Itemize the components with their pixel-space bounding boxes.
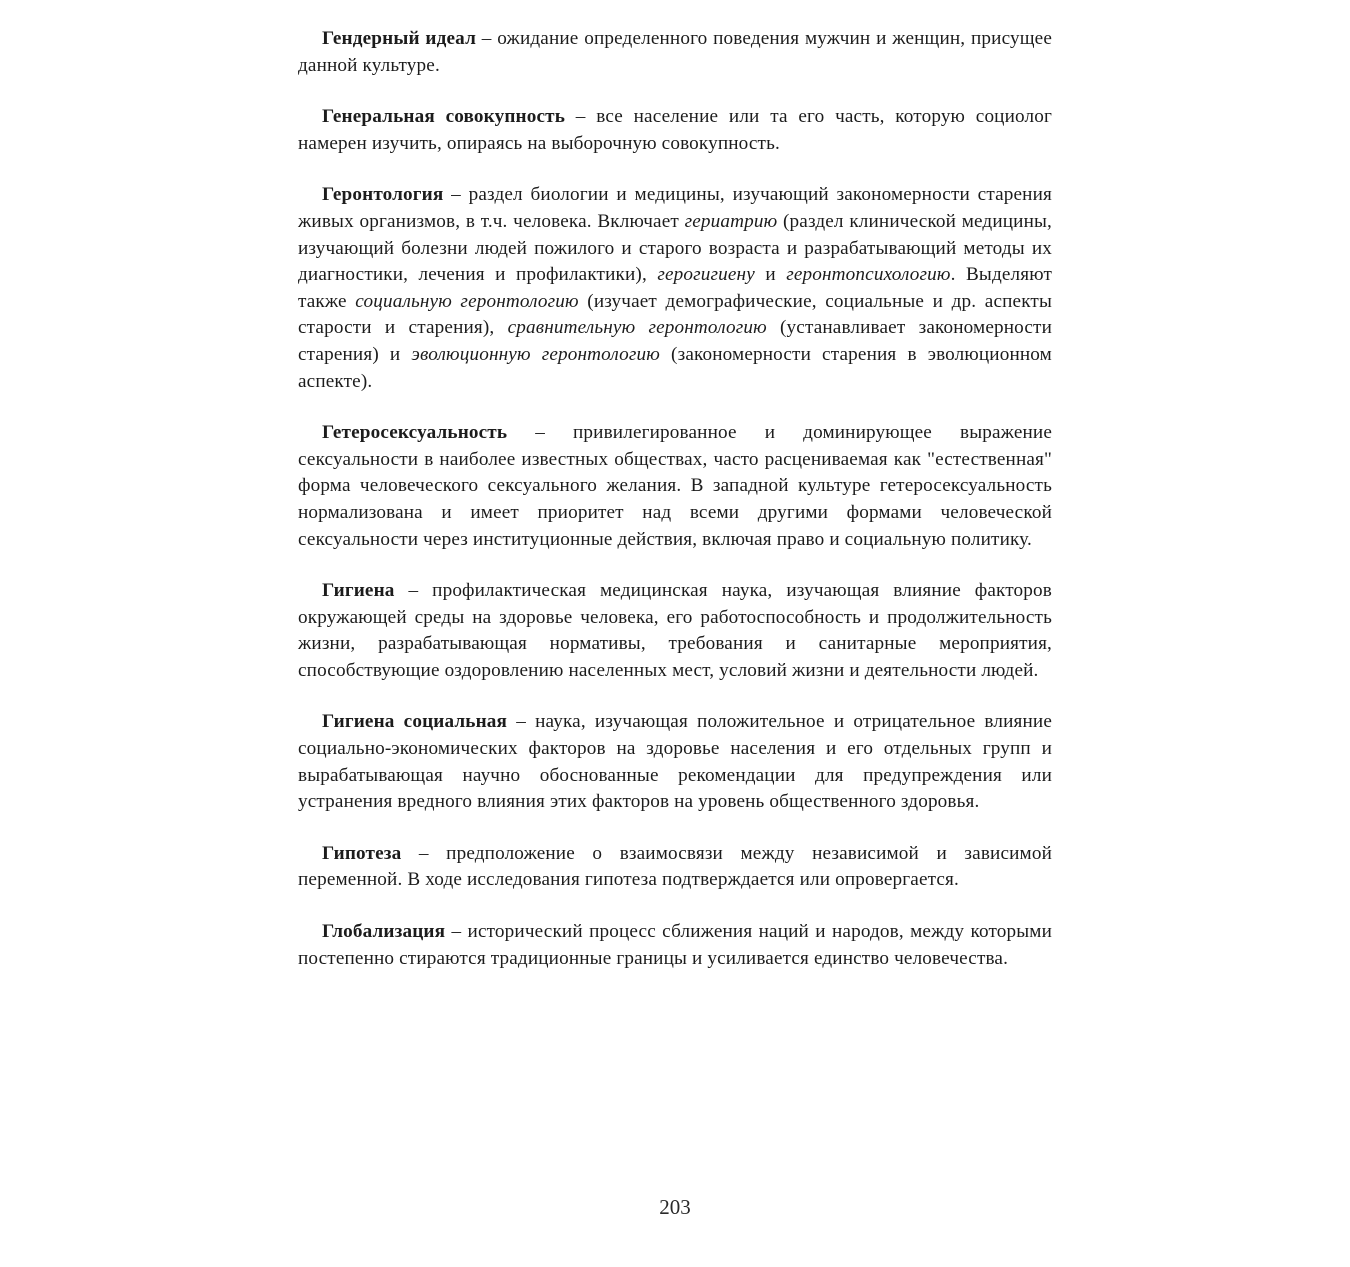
glossary-entry-heterosexuality <box>298 420 1052 553</box>
entry-definition-part: (устанавливает закономерности старения) и <box>298 317 1053 365</box>
glossary-entry-gender-ideal <box>298 26 1052 79</box>
entry-term: Гигиена социальная <box>322 711 508 733</box>
entry-italic-term: социальную геронтологию <box>355 290 579 312</box>
entry-term: Гипотеза <box>322 842 402 864</box>
entry-definition: – исторический процесс сближения наций и народов, между которыми постепенно стираются традиционные границы и усиливается единство человечества. <box>298 921 1052 969</box>
entry-term: Гетеросексуальность <box>322 422 508 444</box>
glossary-entry-general-population <box>298 104 1052 157</box>
page-body <box>298 26 1052 997</box>
entry-definition: – привилегированное и доминирующее выражение сексуальности в наиболее известных обществах, часто расцениваемая как "естественная" форма человеческого сексуального желания. В западной культуре гетеросексуальность нормализована и имеет приоритет над всеми другими формами человеческой сексуальности через институционные действия, включая право и социальную политику. <box>298 422 1052 550</box>
entry-italic-term: гериатрию <box>684 210 778 232</box>
entry-definition: – профилактическая медицинская наука, изучающая влияние факторов окружающей среды на здоровье человека, его работоспособность и продолжительность жизни, разрабатывающая нормативы, требования и санитарные мероприятия, способствующие оздоровлению населенных мест, условий жизни и деятельности людей. <box>298 580 1052 681</box>
entry-term: Гендерный идеал <box>322 28 476 49</box>
entry-term: Генеральная совокупность <box>322 106 566 128</box>
entry-definition: – все население или та его часть, которую социолог намерен изучить, опираясь на выборочную совокупность. <box>298 106 1053 154</box>
entry-definition-part: (изучает демографические, социальные и др. аспекты старости и старения), <box>298 290 1052 339</box>
entry-definition-part: . Выделяют также <box>298 264 1053 312</box>
glossary-entry-social-hygiene <box>298 709 1052 815</box>
entry-italic-term: эволюционную геронтологию <box>411 343 660 365</box>
entry-italic-term: геронтопсихологию <box>786 264 951 286</box>
entry-definition: – ожидание определенного поведения мужчин и женщин, присущее данной культуре. <box>298 28 1052 76</box>
entry-definition-part: и <box>754 264 787 286</box>
entry-definition: – предположение о взаимосвязи между независимой и зависимой переменной. В ходе исследования гипотеза подтверждается или опровергается. <box>298 842 1052 891</box>
entry-definition: – наука, изучающая положительное и отрицательное влияние социально-экономических факторов на здоровье населения и его отдельных групп и вырабатывающая научно обоснованные рекомендации для предупреждения или устранения вредного влияния этих факторов на уровень общественного здоровья. <box>298 711 1052 813</box>
entry-term: Гигиена <box>322 580 395 602</box>
entry-italic-term: герогигиену <box>657 264 755 286</box>
glossary-entry-globalization <box>298 919 1052 972</box>
glossary-entry-hygiene <box>298 578 1052 684</box>
glossary-entry-gerontology <box>298 182 1052 395</box>
glossary-entry-hypothesis <box>298 841 1052 894</box>
entry-definition-part: (раздел клинической медицины, изучающий болезни людей пожилого и старого возраста и разрабатывающий методы их диагностики, лечения и профилактики), <box>298 210 1052 286</box>
page-number: 203 <box>659 1195 691 1219</box>
entry-italic-term: сравнительную геронтологию <box>507 317 767 339</box>
entry-definition-part: – раздел биологии и медицины, изучающий закономерности старения живых организмов, в т.ч. человека. Включает <box>298 184 1052 232</box>
entry-term: Глобализация <box>322 921 446 943</box>
entry-definition-part: (закономерности старения в эволюционном аспекте). <box>298 343 1052 392</box>
entry-term: Геронтология <box>322 184 444 206</box>
